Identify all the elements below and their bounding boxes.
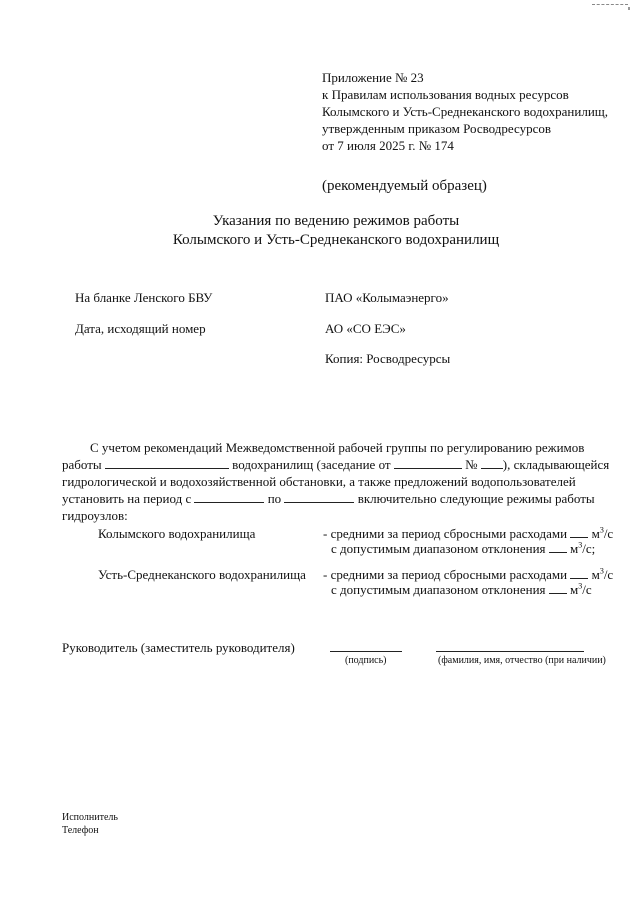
sample-note: (рекомендуемый образец) bbox=[322, 178, 487, 194]
body-text: установить на период с bbox=[62, 491, 192, 506]
name-caption: (фамилия, имя, отчество (при наличии) bbox=[438, 655, 606, 666]
unit: $м^3/с$ bbox=[591, 566, 614, 582]
blank-field bbox=[570, 567, 588, 579]
copy-recipient: Копия: Росводресурсы bbox=[325, 351, 451, 366]
blank-field bbox=[549, 541, 567, 553]
executor-label: Исполнитель bbox=[62, 812, 118, 823]
body-text: работы bbox=[62, 457, 102, 472]
title-line-1: Указания по ведению режимов работы bbox=[212, 213, 460, 229]
recipient-2: АО «СО ЕЭС» bbox=[325, 321, 406, 336]
signature-line bbox=[330, 651, 402, 652]
appendix-line: от 7 июля 2025 г. № 174 bbox=[322, 138, 454, 153]
document-title bbox=[0, 212, 640, 250]
reservoir-text: с допустимым диапазоном отклонения bbox=[331, 541, 546, 556]
unit: $м^3/с$ bbox=[570, 581, 592, 597]
appendix-line: к Правилам использования водных ресурсов bbox=[322, 87, 569, 102]
reservoir-text: - средними за период сбросными расходами bbox=[323, 567, 568, 582]
body-line-5: гидроузлов: bbox=[62, 508, 128, 523]
blank-field bbox=[549, 582, 567, 594]
blank-field bbox=[481, 457, 503, 469]
body-text: ), складывающейся bbox=[502, 457, 610, 472]
phone-label: Телефон bbox=[62, 825, 99, 836]
blank-field bbox=[105, 457, 229, 469]
recipient-1: ПАО «Колымаэнерго» bbox=[325, 290, 449, 305]
unit: $м^3/с$ bbox=[591, 525, 614, 541]
blank-field bbox=[194, 491, 264, 503]
blank-field bbox=[394, 457, 462, 469]
body-text: по bbox=[267, 491, 282, 506]
reservoir-deviation-line bbox=[331, 540, 595, 557]
appendix-line: Колымского и Усть-Среднеканского водохранилищ, bbox=[322, 104, 609, 119]
appendix-line: Приложение № 23 bbox=[322, 70, 424, 85]
body-text: водохранилищ (заседание от bbox=[232, 457, 391, 472]
appendix-header bbox=[322, 69, 622, 154]
letterhead-note: На бланке Ленского БВУ bbox=[75, 290, 213, 305]
appendix-line: утвержденным приказом Росводресурсов bbox=[322, 121, 551, 136]
name-line bbox=[436, 651, 584, 652]
scan-mark bbox=[592, 4, 628, 8]
body-line-3: гидрологической и водохозяйственной обстановки, а также предложений водопользователей bbox=[62, 474, 576, 489]
body-text: включительно следующие режимы работы bbox=[357, 491, 595, 506]
reservoir-name: Колымского водохранилища bbox=[98, 526, 256, 541]
signature-caption: (подпись) bbox=[345, 655, 387, 666]
scan-tick bbox=[628, 7, 630, 10]
reservoir-name: Усть-Среднеканского водохранилища bbox=[98, 567, 306, 582]
blank-field bbox=[570, 526, 588, 538]
body-line-1: С учетом рекомендаций Межведомственной рабочей группы по регулированию режимов bbox=[90, 440, 585, 455]
reservoir-text: - средними за период сбросными расходами bbox=[323, 526, 568, 541]
body-line-2 bbox=[62, 456, 612, 473]
body-text: № bbox=[465, 457, 478, 472]
date-number-label: Дата, исходящий номер bbox=[75, 321, 206, 336]
reservoir-deviation-line bbox=[331, 581, 592, 598]
reservoir-text: с допустимым диапазоном отклонения bbox=[331, 582, 546, 597]
body-line-4 bbox=[62, 490, 612, 507]
signatory-role: Руководитель (заместитель руководителя) bbox=[62, 640, 295, 655]
unit: $м^3/с$; bbox=[570, 540, 596, 556]
title-line-2: Колымского и Усть-Среднеканского водохранилищ bbox=[172, 232, 500, 248]
blank-field bbox=[284, 491, 354, 503]
